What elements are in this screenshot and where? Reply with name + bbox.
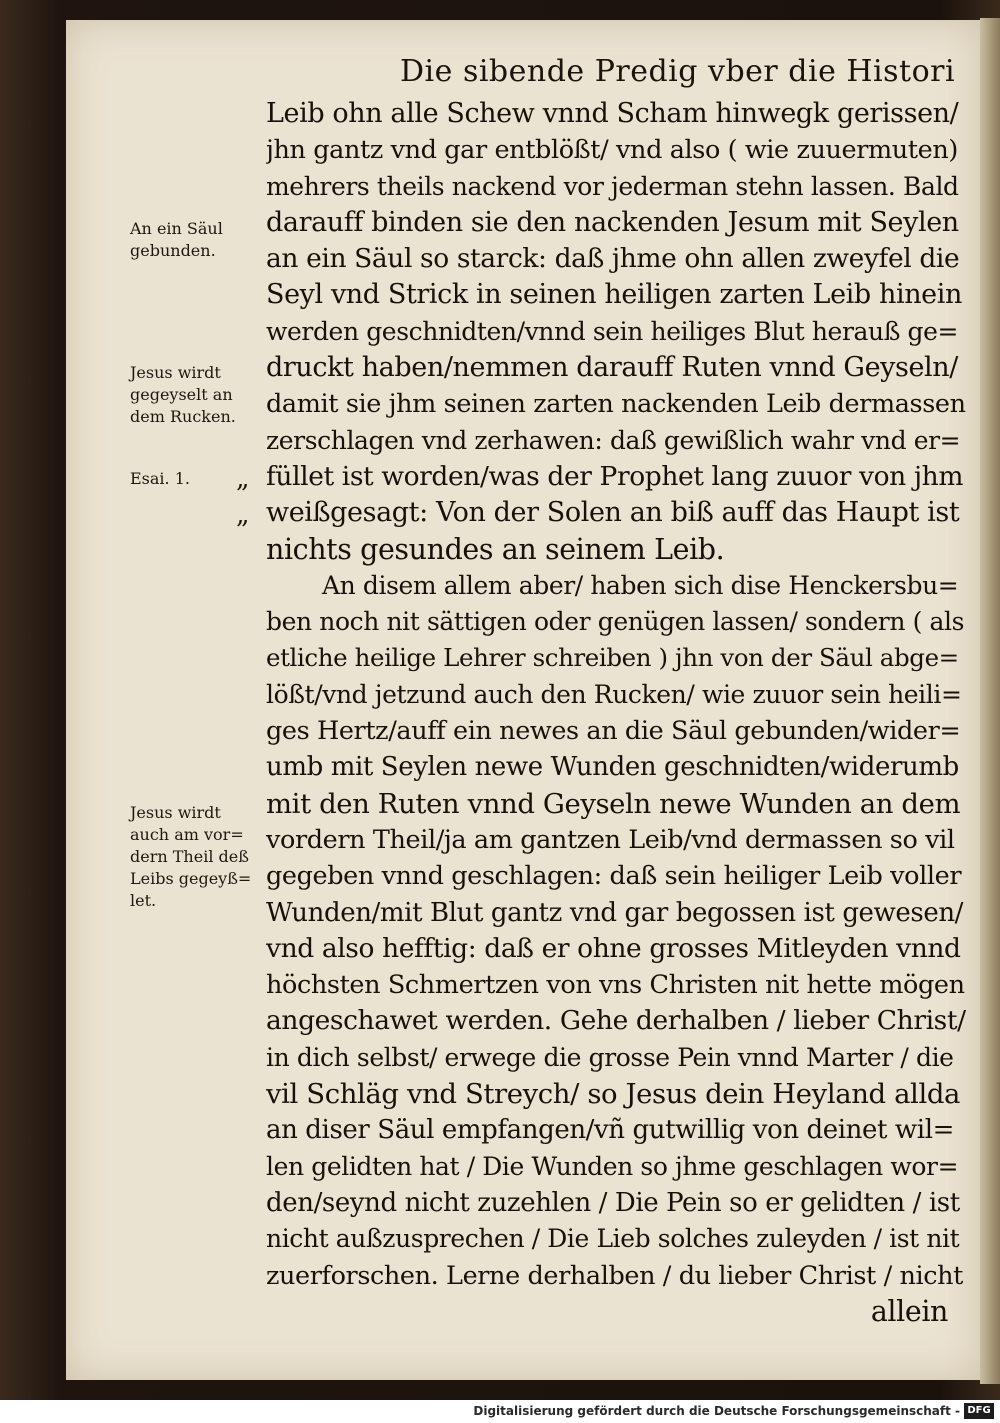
margin-note: [130, 802, 262, 912]
text-line: zerschlagen vnd zerhawen: daß gewißlich wahr vnd er=: [266, 425, 961, 455]
margin-note-line: Leibs gegeyß=: [130, 869, 252, 888]
text-line: höchsten Schmertzen von vns Christen nit hette mögen: [266, 970, 965, 1001]
text-line: allein: [870, 1294, 948, 1328]
margin-note: [130, 362, 262, 428]
quote-mark: „: [236, 464, 250, 494]
text-line: gegeben vnnd geschlagen: daß sein heiliger Leib voller: [266, 861, 962, 892]
text-line: jhn gantz vnd gar entblößt/ vnd also ( wie zuuermuten): [266, 135, 958, 166]
text-line: an diser Säul empfangen/vñ gutwillig von deinet wil=: [266, 1115, 954, 1146]
text-line: nichts gesundes an seinem Leib.: [266, 532, 725, 566]
text-line: mit den Ruten vnnd Geyseln newe Wunden an dem: [266, 787, 961, 820]
text-line: nicht außzusprechen / Die Lieb solches zuleyden / ist nit: [266, 1224, 960, 1254]
dfg-logo: DFG: [964, 1403, 994, 1419]
text-line: umb mit Seylen newe Wunden geschnidten/widerumb: [266, 752, 959, 783]
text-line: druckt haben/nemmen darauff Ruten vnnd Geyseln/: [266, 352, 958, 384]
text-line: vil Schläg vnd Streych/ so Jesus dein Heyland allda: [266, 1078, 961, 1111]
quote-mark: „: [236, 500, 250, 530]
page-edge: [980, 18, 1000, 1384]
text-line: lößt/vnd jetzund auch den Rucken/ wie zuuor sein heili=: [266, 679, 962, 709]
text-line: vnd also hefftig: daß er ohne grosses Mitleyden vnnd: [266, 932, 961, 964]
margin-note-line: dern Theil deß: [130, 847, 249, 866]
text-line: zuerforschen. Lerne derhalben / du lieber Christ / nicht: [266, 1260, 964, 1291]
text-line: ges Hertz/auff ein newes an die Säul gebunden/wider=: [266, 716, 961, 747]
text-line: len gelidten hat / Die Wunden so jhme geschlagen wor=: [266, 1151, 959, 1181]
funding-notice: Digitalisierung gefördert durch die Deutsche Forschungsgemeinschaft -: [473, 1404, 960, 1418]
margin-note-line: gegeyselt an: [130, 385, 233, 404]
margin-note-line: gebunden.: [130, 241, 216, 260]
text-line: An disem allem aber/ haben sich dise Henckersbu=: [322, 570, 959, 600]
margin-note: [130, 218, 262, 262]
text-line: damit sie jhm seinen zarten nackenden Leib dermassen: [266, 389, 966, 420]
text-line: Leib ohn alle Schew vnnd Scham hinwegk gerissen/: [266, 98, 959, 129]
text-line: Seyl vnd Strick in seinen heiligen zarten Leib hinein: [266, 279, 962, 311]
margin-note-line: dem Rucken.: [130, 407, 236, 426]
text-line: ben noch nit sättigen oder genügen lassen/ sondern ( als: [266, 607, 965, 637]
running-head: Die sibende Predig vber die Histori: [400, 54, 956, 89]
text-line: in dich selbst/ erwege die grosse Pein vnnd Marter / die: [266, 1042, 954, 1072]
margin-note-line: Esai. 1.: [130, 469, 190, 488]
text-line: etliche heilige Lehrer schreiben ) jhn von der Säul abge=: [266, 643, 959, 673]
text-line: mehrers theils nackend vor jederman stehn lassen. Bald: [266, 171, 959, 201]
text-line: den/seynd nicht zuzehlen / Die Pein so er gelidten / ist: [266, 1187, 960, 1218]
text-line: füllet ist worden/was der Prophet lang zuuor von jhm: [266, 460, 964, 492]
margin-note-line: auch am vor=: [130, 825, 244, 844]
text-line: weißgesagt: Von der Solen an biß auff das Haupt ist: [266, 497, 960, 529]
margin-note-line: Jesus wirdt: [130, 363, 221, 382]
text-line: angeschawet werden. Gehe derhalben / lieber Christ/: [266, 1005, 966, 1037]
text-line: an ein Säul so starck: daß jhme ohn allen zweyfel die: [266, 243, 960, 275]
text-line: vordern Theil/ja am gantzen Leib/vnd dermassen so vil: [266, 824, 955, 855]
margin-note-line: An ein Säul: [130, 219, 223, 238]
text-line: darauff binden sie den nackenden Jesum mit Seylen: [266, 206, 959, 238]
margin-note-line: Jesus wirdt: [130, 803, 221, 822]
footer-bar: [0, 1400, 1000, 1423]
text-line: Wunden/mit Blut gantz vnd gar begossen ist gewesen/: [266, 897, 964, 928]
text-line: werden geschnidten/vnnd sein heiliges Blut herauß ge=: [266, 316, 959, 346]
margin-note-line: let.: [130, 891, 157, 910]
body-text: [266, 96, 966, 1330]
